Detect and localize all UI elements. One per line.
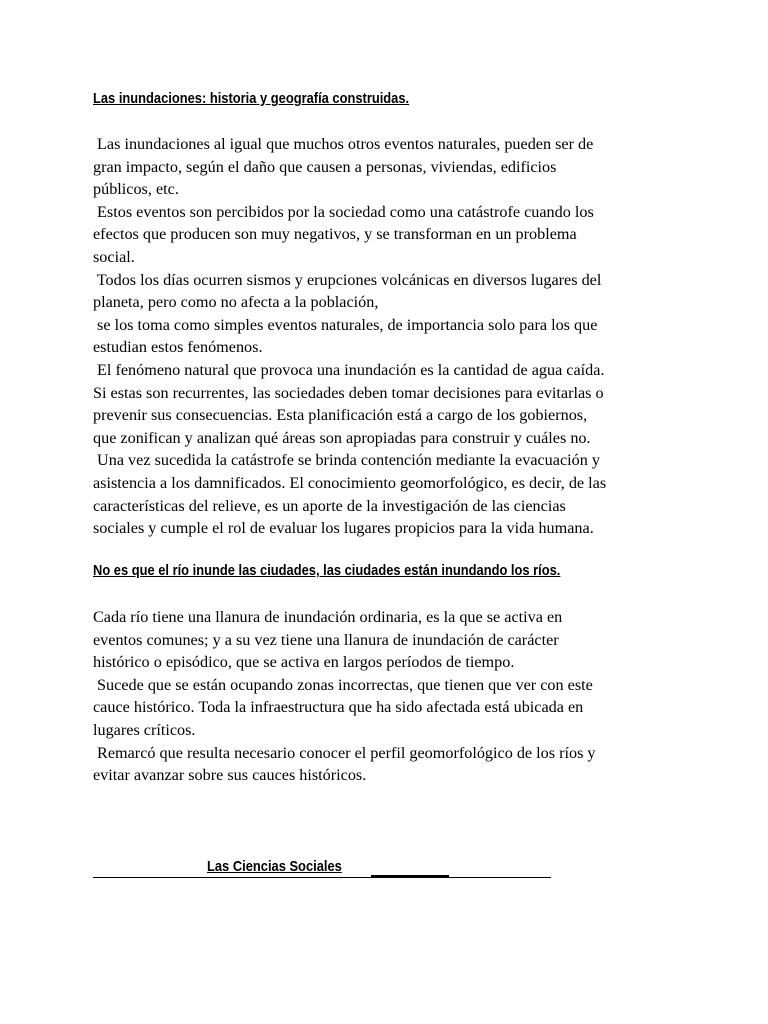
text-line: efectos que producen son muy negativos, y se transforman en un problema (93, 225, 577, 244)
text-line: histórico o episódico, que se activa en largos períodos de tiempo. (93, 653, 515, 672)
text-line: planeta, pero como no afecta a la población, (93, 293, 379, 312)
text-line: social. (93, 247, 135, 266)
text-line: eventos comunes; y a su vez tiene una llanura de inundación de carácter (93, 630, 559, 649)
text-line: Remarcó que resulta necesario conocer el perfil geomorfológico de los ríos y (93, 743, 596, 762)
text-line: se los toma como simples eventos naturales, de importancia solo para los que (93, 315, 598, 334)
text-line: cauce histórico. Toda la infraestructura que ha sido afectada está ubicada en (93, 698, 584, 717)
text-line: Si estas son recurrentes, las sociedades deben tomar decisiones para evitarlas o (93, 383, 604, 402)
text-line: públicos, etc. (93, 180, 179, 199)
text-line: Sucede que se están ocupando zonas incorrectas, que tienen que ver con este (93, 675, 593, 694)
text-line: asistencia a los damnificados. El conocimiento geomorfológico, es decir, de las (93, 473, 607, 492)
text-line: El fenómeno natural que provoca una inundación es la cantidad de agua caída. (93, 360, 605, 379)
text-line: Una vez sucedida la catástrofe se brinda contención mediante la evacuación y (93, 451, 600, 470)
section-2-body (93, 606, 673, 787)
text-line: características del relieve, es un aporte de la investigación de las ciencias (93, 496, 566, 515)
text-line: Las inundaciones al igual que muchos otros eventos naturales, pueden ser de (93, 135, 594, 153)
document-title (93, 90, 409, 107)
title-period: . (405, 90, 410, 107)
footer-rule (93, 877, 551, 878)
footer-label: Las Ciencias Sociales (207, 858, 342, 875)
text-line: evitar avanzar sobre sus cauces históricos. (93, 766, 367, 785)
text-line: prevenir sus consecuencias. Esta planificación está a cargo de los gobiernos, (93, 406, 588, 425)
text-line: Cada río tiene una llanura de inundación ordinaria, es la que se activa en (93, 608, 563, 626)
text-line: sociales y cumple el rol de evaluar los lugares propicios para la vida humana. (93, 519, 594, 538)
title-text: Las inundaciones: historia y geografía construidas (93, 90, 406, 107)
section-1-body (93, 133, 673, 540)
section-2-heading: No es que el río inunde las ciudades, las ciudades están inundando los ríos. (93, 562, 561, 579)
text-line: Estos eventos son percibidos por la sociedad como una catástrofe cuando los (93, 202, 594, 221)
text-line: estudian estos fenómenos. (93, 338, 263, 357)
text-line: Todos los días ocurren sismos y erupciones volcánicas en diversos lugares del (93, 270, 602, 289)
footer-blank-underline (371, 875, 449, 877)
text-line: que zonifican y analizan qué áreas son apropiadas para construir y cuáles no. (93, 428, 591, 447)
text-line: lugares críticos. (93, 720, 196, 739)
text-line: gran impacto, según el daño que causen a personas, viviendas, edificios (93, 157, 557, 176)
footer-signature-line (93, 858, 551, 880)
